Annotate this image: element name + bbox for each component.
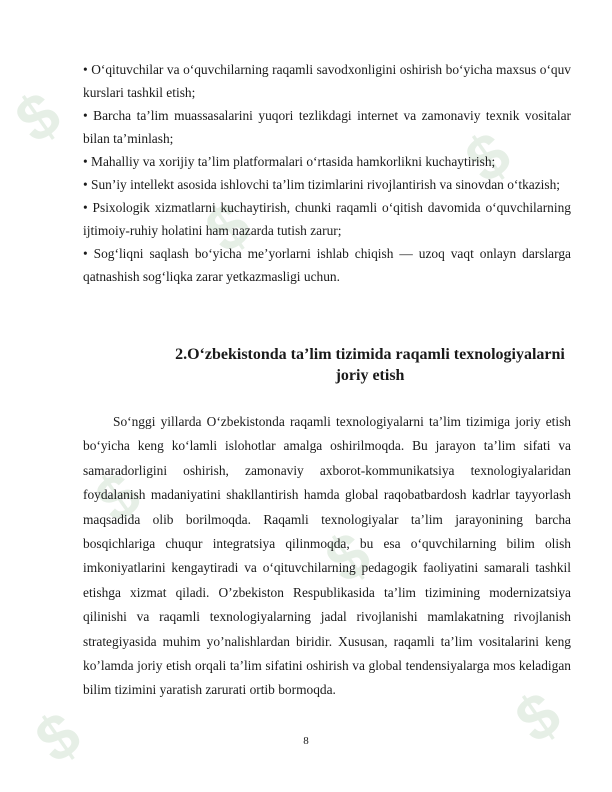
body-paragraph: [83, 410, 571, 703]
watermark-mark: $: [82, 457, 154, 537]
page-number: 8: [303, 735, 309, 747]
bullet-list: [83, 58, 571, 288]
watermark-mark: $: [192, 187, 264, 267]
bullet-item: • Mahalliy va xorijiy ta’lim platformalari o‘rtasida hamkorlikni kuchaytirish;: [83, 154, 496, 169]
bullet-item: • Psixologik xizmatlarni kuchaytirish, chunki raqamli o‘qitish davomida o‘quvchilarning ijtimoiy-ruhiy holatini ham nazarda tutish zarur;: [83, 200, 571, 238]
section-heading-line1: 2.O‘zbekistonda ta’lim tizimida raqamli texnologiyalarni: [175, 346, 565, 363]
bullet-item: • Sun’iy intellekt asosida ishlovchi ta’lim tizimlarini rivojlantirish va sinovdan o‘tkazish;: [83, 177, 561, 192]
watermark-mark: $: [22, 697, 94, 777]
watermark-mark: $: [502, 677, 574, 757]
bullet-item: • Barcha ta’lim muassasalarini yuqori tezlikdagi internet va zamonaviy texnik vositalar bilan ta’minlash;: [83, 108, 571, 146]
bullet-item: • O‘qituvchilar va o‘quvchilarning raqamli savodxonligini oshirish bo‘yicha maxsus o‘quv kurslari tashkil etish;: [83, 62, 571, 100]
paragraph-text: So‘nggi yillarda O‘zbekistonda raqamli texnologiyalarni ta’lim tizimiga joriy etish bo‘yicha keng ko‘lamli islohotlar amalga oshirilmoqda. Bu jarayon ta’lim sifati va samaradorligini oshirish, zamonaviy axborot-kommunikatsiya texnologiyalaridan foydalanish madaniyatini shakllantirish hamda global raqobatbardosh kadrlar tayyorlash maqsadida olib borilmoqda. Raqamli texnologiyalar ta’lim jarayonining barcha bosqichlariga chuqur integratsiya qilinmoqda, bu esa o‘quvchilarning bilim olish imkoniyatlarini kengaytiradi va o‘qituvchilarning pedagogik faoliyatini samarali tashkil etishga xizmat qiladi. O’zbekiston Respublikasida ta’lim tizimining modernizatsiya qilinishi va raqamli texnologiyalarning jadal rivojlanishi mamlakatning rivojlanish strategiyasida muhim yo’nalishlardan biridir. Xususan, raqamli ta’lim vositalarini keng ko’lamda joriy etish orqali ta’lim sifatini oshirish va global tendensiyalarga mos keladigan bilim tizimini yaratish zarurati ortib bormoqda.: [83, 414, 571, 698]
section-heading-line2: joriy etish: [335, 367, 405, 384]
bullet-item: • Sog‘liqni saqlash bo‘yicha me’yorlarni ishlab chiqish — uzoq vaqt onlayn darslarga qatnashish sog‘liqka zarar yetkazmasligi uchun.: [83, 246, 571, 284]
section-heading: [170, 344, 570, 386]
watermark-mark: $: [2, 77, 74, 157]
watermark-mark: $: [452, 117, 524, 197]
watermark-mark: $: [312, 517, 384, 597]
